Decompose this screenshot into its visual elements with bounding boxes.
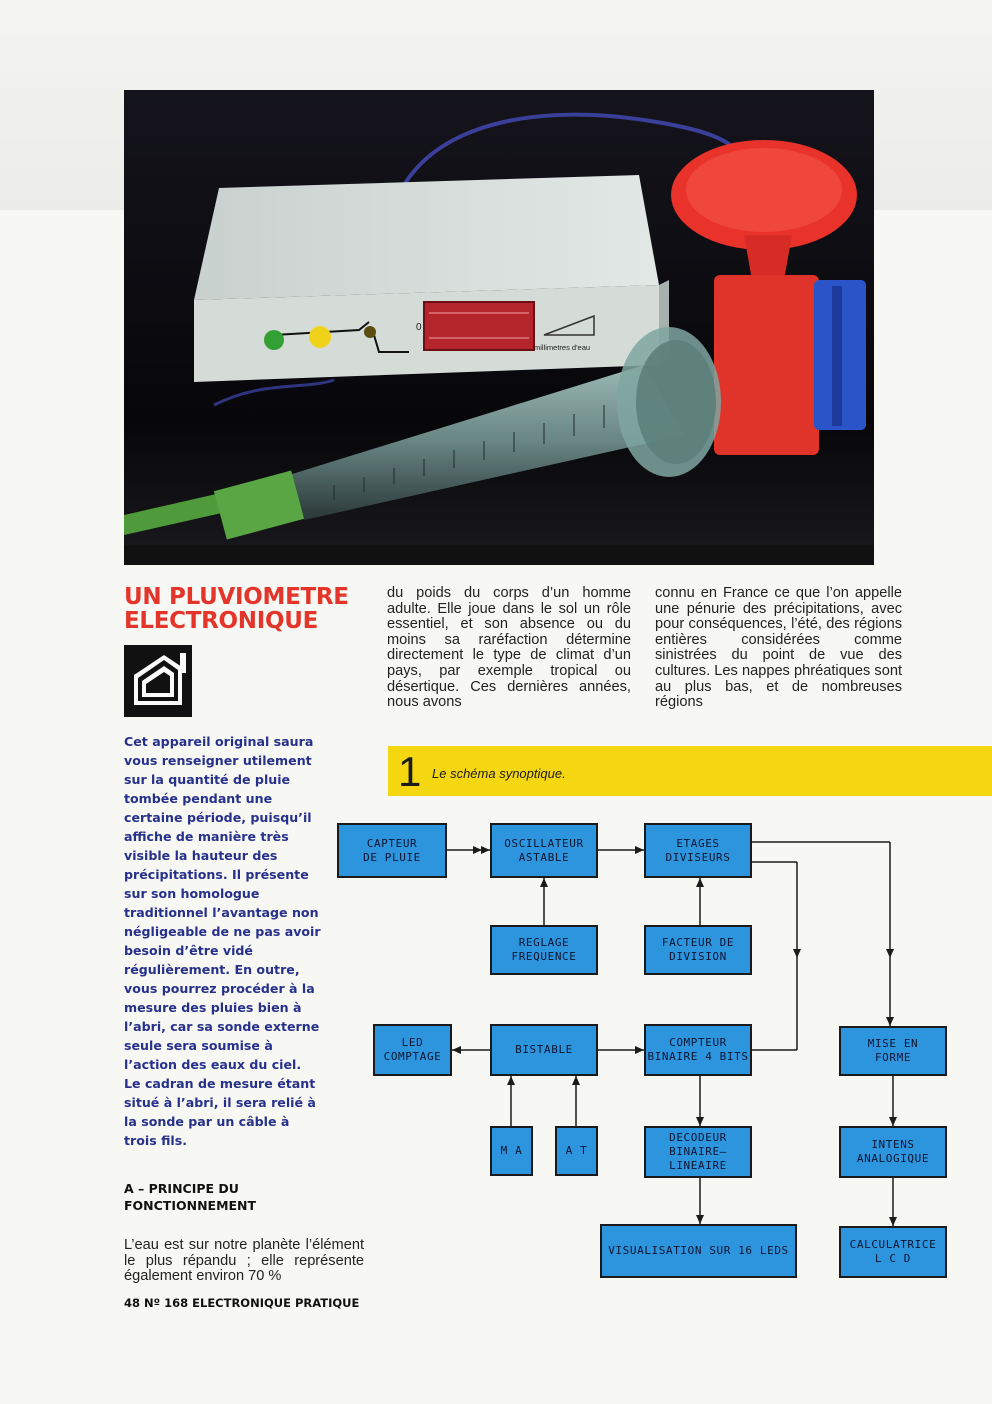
block-ma: M A xyxy=(490,1126,533,1176)
figure-number: 1 xyxy=(398,748,422,795)
body-column-1: L’eau est sur notre planète l’élément le plus répandu ; elle représente également environ 70 % xyxy=(124,1237,364,1285)
body-column-2: du poids du corps d’un homme adulte. Elle joue dans le sol un rôle essentiel, et son absence ou du moins sa raréfaction détermine directement le type de climat d’un pays, par exemple tropical ou désertique. Ces dernières années, nous avons xyxy=(387,585,631,711)
block-oscillateur-astable: OSCILLATEUR ASTABLE xyxy=(490,823,598,878)
block-etages-diviseurs: ETAGES DIVISEURS xyxy=(644,823,752,878)
figure-caption: Le schéma synoptique. xyxy=(432,766,566,781)
block-calculatrice-lcd: CALCULATRICE L C D xyxy=(839,1226,947,1278)
page-footer: 48 Nº 168 ELECTRONIQUE PRATIQUE xyxy=(124,1296,360,1310)
panel-zero: 0 xyxy=(416,322,422,333)
block-visualisation-16-leds: VISUALISATION SUR 16 LEDS xyxy=(600,1224,797,1278)
block-capteur-de-pluie: CAPTEUR DE PLUIE xyxy=(337,823,447,878)
article-title: UN PLUVIOMETRE ELECTRONIQUE xyxy=(124,584,349,634)
block-at: A T xyxy=(555,1126,598,1176)
panel-label: millimetres d'eau xyxy=(534,343,591,352)
block-led-comptage: LED COMPTAGE xyxy=(373,1024,452,1076)
block-bistable: BISTABLE xyxy=(490,1024,598,1076)
block-compteur-binaire: COMPTEUR BINAIRE 4 BITS xyxy=(644,1024,752,1076)
block-facteur-de-division: FACTEUR DE DIVISION xyxy=(644,925,752,975)
block-intens-analogique: INTENS ANALOGIQUE xyxy=(839,1126,947,1178)
article-intro: Cet appareil original saura vous renseigner utilement sur la quantité de pluie tombée pendant une certaine période, puisqu’il affiche de manière très visible la hauteur des précipitations. Il présente sur son homologue traditionnel l’avantage non négligeable de ne pas avoir besoin d’être vidé régulièrement. En outre, vous pourrez procéder à la mesure des pluies bien à l’abri, car sa sonde externe seule sera soumise à l’action des eaux du ciel. Le cadran de mesure étant situé à l’abri, il sera relié à la sonde par un câble à trois fils. xyxy=(124,734,321,1148)
block-mise-en-forme: MISE EN FORME xyxy=(839,1026,947,1076)
block-reglage-frequence: REGLAGE FREQUENCE xyxy=(490,925,598,975)
body-column-3: connu en France ce que l’on appelle une pénurie des précipitations, avec pour conséquences, l’été, des régions entières considérées comme sinistrées du point de vue des cultures. Les nappes phréatiques sont au plus bas, et de nombreuses régions xyxy=(655,585,902,711)
section-heading: A – PRINCIPE DU FONCTIONNEMENT xyxy=(124,1181,257,1213)
block-decodeur: DECODEUR BINAIRE– LINEAIRE xyxy=(644,1126,752,1178)
